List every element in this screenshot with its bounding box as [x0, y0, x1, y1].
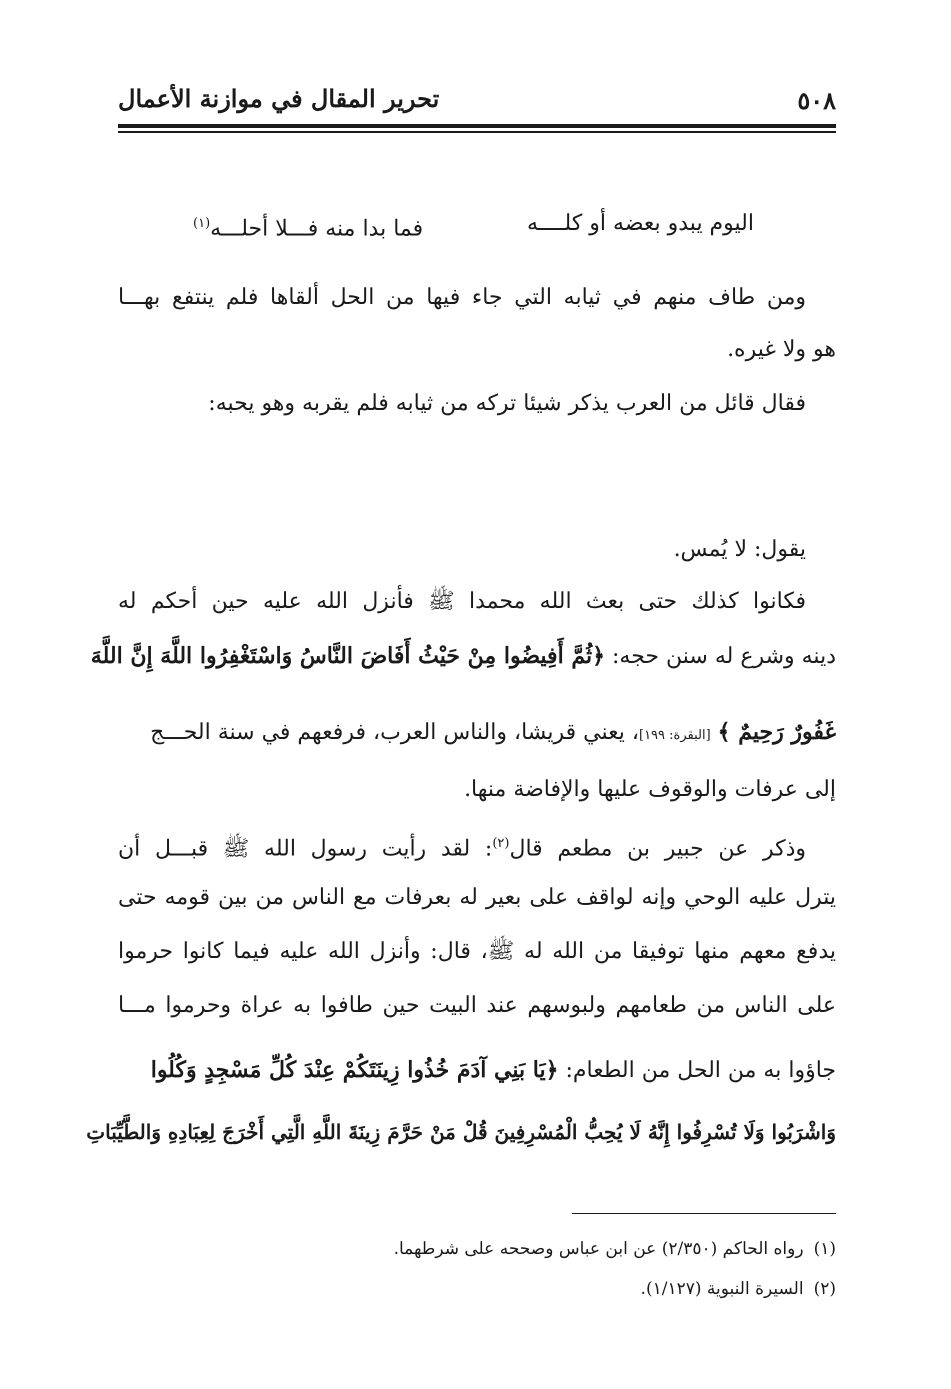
para5-line3: يدفع معهم منها توفيقا من الله له ﷺ، قال: وأنزل الله عليه فيما كانوا حرموا: [118, 939, 836, 964]
footnote-marker-2: (٢): [492, 836, 510, 851]
poem1-hemistich-right: اليوم يبدو بعضه أو كلــــه: [526, 211, 754, 236]
para4-line2: دينه وشرع له سنن حجه: ﴿ثُمَّ أَفِيضُوا مِنْ حَيْثُ أَفَاضَ النَّاسُ وَاسْتَغْفِرُوا اللَّهَ إِنَّ اللَّهَ: [90, 643, 836, 669]
para5-line2: يترل عليه الوحي وإنه لواقف على بعير له بعرفات مع الناس من بين قومه حتى: [118, 885, 836, 910]
header-rule-thick: [118, 124, 836, 128]
footnote-marker-1: (١): [193, 216, 211, 231]
page-header: [118, 82, 836, 122]
footnote-separator: [572, 1213, 836, 1214]
para5-line6: [86, 1112, 836, 1152]
verse-reference: [البقرة: ١٩٩]: [638, 728, 711, 743]
poem1-hemistich-left: فما بدا منه فـــلا أحلـــه$^{(١)}$: [193, 216, 424, 242]
quran-verse-1a: ﴿ثُمَّ أَفِيضُوا مِنْ حَيْثُ أَفَاضَ النَّاسُ وَاسْتَغْفِرُوا اللَّهَ إِنَّ اللَّهَ: [90, 643, 606, 669]
para5-line4: على الناس من طعامهم ولبوسهم عند البيت حين طافوا به عراة وحرموا مـــا: [118, 993, 836, 1018]
footnote-number: (٢): [813, 1279, 836, 1299]
para4-line3: غَفُورٌ رَحِيمٌ ﴾ [البقرة: ١٩٩]، يعني قريشا، والناس العرب، فرفعهم في سنة الحـــج: [150, 719, 836, 745]
para5-line1: وذكر عن جبير بن مطعم قال$^{(٢)}$: لقد رأيت رسول الله ﷺ قبـــل أن: [118, 836, 806, 862]
header-rule-thin: [118, 131, 836, 133]
quran-verse-2b: وَاشْرَبُوا وَلَا تُسْرِفُوا إِنَّهُ لَا يُحِبُّ الْمُسْرِفِينَ قُلْ مَنْ حَرَّمَ زِينَةَ اللَّهِ الَّتِي أَخْرَجَ لِعِبَادِهِ وَالطَّيِّبَاتِ: [86, 1120, 836, 1144]
running-title: تحرير المقال في موازنة الأعمال: [118, 84, 440, 113]
quran-verse-2a: ﴿يَا بَنِي آدَمَ خُذُوا زِينَتَكُمْ عِنْدَ كُلِّ مَسْجِدٍ وَكُلُوا: [150, 1057, 559, 1083]
para4-line4: إلى عرفات والوقوف عليها والإفاضة منها.: [464, 777, 836, 802]
page-number: ٥٠٨: [797, 86, 836, 115]
para3-line1: يقول: لا يُمس.: [673, 537, 806, 562]
footnote-text: رواه الحاكم (٢/٣٥٠) عن ابن عباس وصححه على شرطهما.: [393, 1239, 804, 1259]
footnote-1: [394, 1234, 836, 1264]
footnote-2: [641, 1274, 836, 1304]
para5-line5: جاؤوا به من الحل من الطعام: ﴿يَا بَنِي آدَمَ خُذُوا زِينَتَكُمْ عِنْدَ كُلِّ مَسْجِدٍ وَكُلُوا: [150, 1057, 836, 1083]
para2-line1: فقال قائل من العرب يذكر شيئا تركه من ثيابه فلم يقربه وهو يحبه:: [208, 391, 806, 416]
para1-line2: هو ولا غيره.: [727, 337, 836, 362]
quran-verse-1b: غَفُورٌ رَحِيمٌ ﴾: [717, 719, 836, 745]
footnote-number: (١): [813, 1239, 836, 1259]
para1-line1: ومن طاف منهم في ثيابه التي جاء فيها من الحل ألقاها فلم ينتفع بهـــا: [118, 285, 806, 310]
para4-line1: فكانوا كذلك حتى بعث الله محمدا ﷺ فأنزل الله عليه حين أحكم له: [118, 589, 806, 614]
footnote-text: السيرة النبوية (١/١٢٧).: [640, 1279, 804, 1299]
